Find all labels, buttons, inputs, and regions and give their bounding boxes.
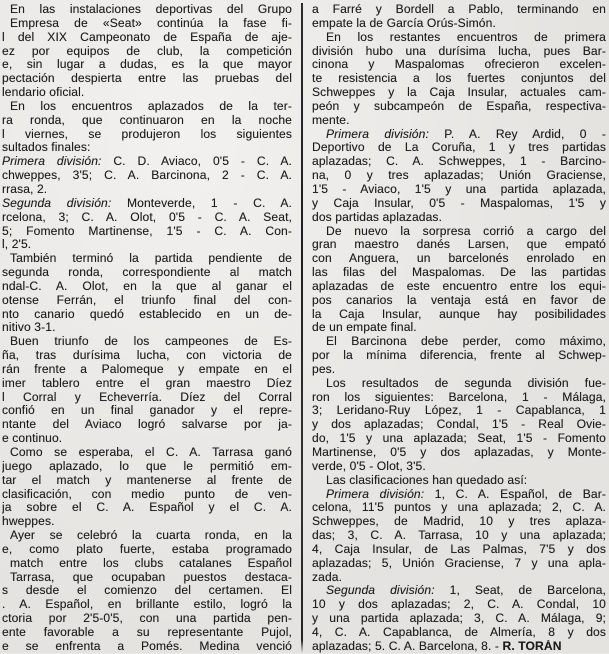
text-line: te resistencia a los fuertes conjuntos del [312,72,606,86]
text-line: ña, tras durísima lucha, con victoria de [2,349,292,363]
text-line: Deportivo de La Coruña, 1 y tres partidas [312,141,606,155]
text-line: pectación despierta entre las pruebas del [2,72,292,86]
text-line: peón y subcampeón de España, respectiva- [312,99,606,113]
text-line: na, 0 y tres aplazadas; Unión Graciense, [312,169,606,183]
text-line: ja sobre el C. A. Español y el C. A. [2,501,292,515]
text-line: dos partidas aplazadas. [312,210,443,224]
text-line: imer tablero entre el gran maestro Díez [2,376,292,390]
text-line: rrasa, 2. [2,182,48,196]
column-divider [301,3,303,653]
text-line: 4, Caja Insular, de Las Palmas, 7'5 y dos [312,542,606,556]
text-line: . A. Español, en brillante estilo, logró la [2,598,292,612]
text-line: ctoria por 2'5-0'5, con una partida pen- [2,612,292,626]
text-line: De nuevo la sorpresa corrió a cargo del [326,224,606,238]
text-line: celona, 11'5 puntos y una aplazada; 2, C. A. [312,501,606,515]
text-line: pos canarios la ventaja está en favor de [312,293,606,307]
italic-section-lead: Segunda división: [2,196,112,210]
text-line: l Corral y Echeverría. Díez del Corral [2,390,292,404]
text-line: y una partida aplazada; 3, C. A. Málaga, 9; [312,612,606,626]
text-line: Primera división: C. D. Aviaco, 0'5 - C. A. [2,155,292,169]
text-line: ndal-C. A. Olot, en la que al ganar el [2,279,292,293]
text-line: do, 1'5 y una aplazada; Seat, 1'5 - Fomento [312,432,606,446]
text-line: de un empate final. [312,321,417,335]
text-line: aplazadas; 5, Unión Graciense, 7 y una apla- [312,556,606,570]
text-line: l, 2'5. [2,238,32,252]
text-line: Segunda división: 1, Seat, de Barcelona, [326,584,606,598]
text-line: rán frente a Palomeque y empate en el [2,362,292,376]
text-line: zada. [312,570,343,584]
text-line: nto canario quedó establecido en un de- [2,307,292,321]
text-line: l viernes, se produjeron los siguientes [2,127,292,141]
text-line: empate la de García Orús-Simón. [312,16,496,30]
text-line: cinona y Maspalomas ofrecieron excelen- [312,58,606,72]
text-line: 1'5 - Aviaco, 1'5 y una partida aplazada, [312,182,606,196]
text-line: las filas del Maspalomas. De las partidas [312,266,606,280]
text-line: con Anguera, un barcelonés enrolado en [312,252,606,266]
text-line: gran maestro danés Larsen, que empató [312,238,606,252]
text-line: match entre los clubs catalanes Español [10,556,292,570]
text-line: En los restantes encuentros de primera [326,30,606,44]
text-line: aplazadas; C. A. Schweppes, 1 - Barcino- [312,155,606,169]
text-line: nitivo 3-1. [2,321,56,335]
text-line: das; 3, C. A. Tarrasa, 10 y una aplazada; [312,529,606,543]
text-line: ntante del Aviaco logró salvarse por ja- [2,418,292,432]
text-line: clasificación, con medio punto de ven- [2,487,292,501]
text-line: sultados finales: [2,141,91,155]
text-line: e, como plato fuerte, estaba programado [2,542,292,556]
text-line: Empresa de «Seat» continúa la fase fi- [10,16,292,30]
italic-section-lead: Primera división: [326,487,425,501]
text-line: Buen triunfo de los campeones de Es- [10,335,292,349]
text-line: e, sin lugar a dudas, es la que mayor [2,58,292,72]
text-line: a Farré y Bordell a Pablo, terminando en [312,3,606,16]
italic-section-lead: Segunda división: [326,584,435,598]
text-line: Las clasificaciones han quedado así: [326,473,528,487]
author-signature: R. TORÁN [502,639,562,653]
text-line: aplazadas; 5. C. A. Barcelona, 8. - R. TORÁN [312,639,562,653]
text-line: ez por equipos de club, la competición [2,44,292,58]
text-line: l del XIX Campeonato de España de aje- [2,30,292,44]
text-line: Primera división: 1, C. A. Español, de Bar- [326,487,606,501]
text-line: Schweppes y la Caja Insular, actuales cam- [312,86,606,100]
text-line: ron los siguientes: Barcelona, 1 - Málaga, [312,390,606,404]
text-line: por la mínima diferencia, frente al Schwep- [312,349,606,363]
text-line: mente. [312,113,350,127]
text-line: 4, C. A. Capablanca, de Almería, 8 y dos [312,625,606,639]
text-line: En las instalaciones deportivas del Grupo [10,3,292,16]
text-line: rcelona, 3; C. A. Olot, 0'5 - C. A. Seat, [2,210,292,224]
text-line: aplazadas de este encuentro entre los equi- [312,279,606,293]
text-line: Segunda división: Monteverde, 1 - C. A. [2,196,292,210]
text-line: 5; Fomento Martinense, 1'5 - C. A. Con- [2,224,292,238]
text-line: Ayer se celebró la cuarta ronda, en la [10,529,292,543]
text-line: la Caja Insular, aunque hay posibilidades [312,307,606,321]
text-line: lendario oficial. [2,86,85,100]
text-line: ente favorable a su representante Pujol, [2,625,292,639]
text-line: y dos aplazadas; Condal, 1'5 - Real Ovie- [312,418,606,432]
text-line: verde, 0'5 - Olot, 3'5. [312,459,426,473]
text-line: Tarrasa, que ocupaban puestos destaca- [10,570,292,584]
text-line: ra ronda, que continuaron en la noche [2,113,292,127]
text-line: otense Ferrán, el triunfo final del con- [2,293,292,307]
italic-section-lead: Primera división: [2,155,102,169]
text-line: Como se esperaba, el C. A. Tarrasa ganó [10,446,292,459]
text-line: pes. [312,362,336,376]
text-line: hweppes. [2,515,55,529]
text-line: e se enfrenta a Pomés. Medina venció [2,639,292,653]
text-line: Martinense, 0'5 y dos aplazadas, y Monte- [312,446,606,459]
text-line: 3; Leridano-Ruy López, 1 - Capablanca, 1 [312,404,606,418]
text-line: tar el match y mantenerse al frente de [2,473,292,487]
text-line: división hubo una durísima lucha, pues Bar- [312,44,606,58]
text-line: juego aplazado, lo que le permitió em- [2,459,292,473]
article-column-right [312,3,606,653]
text-line: También terminó la partida pendiente de [10,252,292,266]
text-line: segunda ronda, correspondiente al match [2,266,292,280]
text-line: El Barcinona debe perder, como máximo, [326,335,606,349]
article-column-left [2,3,292,653]
text-line: y Caja Insular, 0'5 - Maspalomas, 1'5 y [312,196,606,210]
text-line: 10 y dos aplazadas; 2, C. A. Condal, 10 [312,598,606,612]
text-line: chweppes, 3'5; C. A. Barcinona, 2 - C. A. [2,169,292,183]
text-line: confió en un final ganador y el repre- [2,404,292,418]
text-line: En los encuentros aplazados de la ter- [10,99,292,113]
text-line: Primera división: P. A. Rey Ardid, 0 - [326,127,606,141]
text-line: Los resultados de segunda división fue- [326,376,606,390]
text-line: s desde el comienzo del certamen. El [2,584,292,598]
text-line: e continuo. [2,432,63,446]
text-line: Schweppes, de Madrid, 10 y tres aplaza- [312,515,606,529]
italic-section-lead: Primera división: [326,127,429,141]
